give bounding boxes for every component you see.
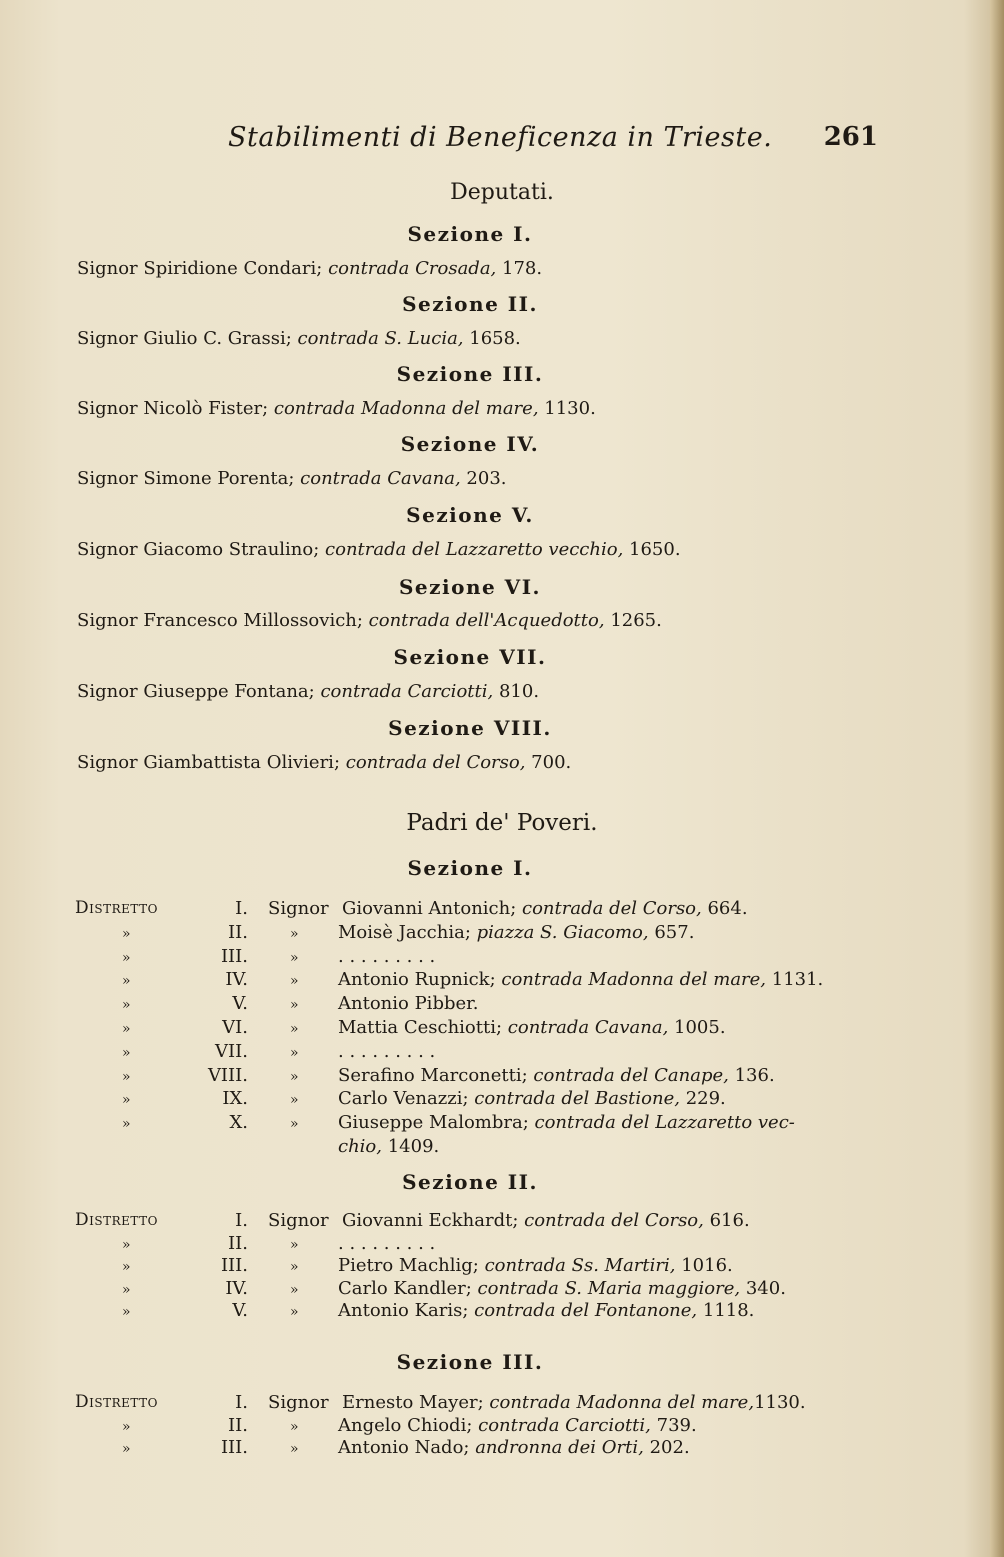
- district-number: II.: [228, 1232, 248, 1254]
- person-title: »: [290, 1441, 299, 1457]
- district-label: »: [122, 949, 132, 966]
- person-title: »: [290, 1116, 299, 1133]
- district-number: VII.: [215, 1040, 248, 1062]
- district-row: [0, 1041, 1004, 1065]
- running-title: Stabilimenti di Beneficenza in Trieste.: [228, 122, 773, 153]
- district-number: V.: [232, 993, 248, 1015]
- person-title: »: [290, 973, 299, 990]
- deputati-section-label: Sezione IV.: [400, 432, 540, 456]
- deputati-section-label: Sezione V.: [406, 503, 534, 527]
- person-title: »: [290, 997, 299, 1014]
- padri-section-label: Sezione I.: [407, 856, 533, 880]
- person-entry: Giuseppe Malombra; contrada del Lazzaretto vec-: [338, 1112, 795, 1134]
- person-title: Signor: [268, 1210, 329, 1231]
- person-title: »: [290, 1092, 299, 1109]
- district-row: [0, 1210, 1004, 1234]
- deputati-entry: Signor Nicolò Fister; contrada Madonna del mare, 1130.: [77, 398, 596, 419]
- district-row: [0, 1065, 1004, 1089]
- district-row: [0, 993, 1004, 1017]
- district-number: I.: [235, 898, 248, 919]
- district-number: VI.: [222, 1017, 248, 1038]
- district-row: [0, 969, 1004, 993]
- person-entry: Antonio Pibber.: [338, 993, 479, 1015]
- person-entry: . . . . . . . . .: [338, 1232, 436, 1254]
- person-title: Signor: [268, 1392, 329, 1413]
- district-number: VIII.: [207, 1064, 248, 1086]
- district-label: »: [122, 1068, 132, 1085]
- deputati-entry: Signor Simone Porenta; contrada Cavana, 203.: [77, 468, 507, 489]
- district-label: »: [122, 1092, 132, 1109]
- person-title: »: [290, 1418, 299, 1435]
- district-number: IX.: [222, 1088, 248, 1110]
- deputati-section-label: Sezione VII.: [393, 645, 547, 669]
- district-label: »: [122, 1304, 132, 1320]
- person-entry: Ernesto Mayer; contrada Madonna del mare,1130.: [342, 1392, 806, 1413]
- district-label: »: [122, 973, 132, 990]
- person-entry: Serafino Marconetti; contrada del Canape, 136.: [338, 1064, 775, 1086]
- district-number: II.: [228, 921, 248, 943]
- person-entry: Pietro Machlig; contrada Ss. Martiri, 1016.: [338, 1255, 733, 1276]
- padri-heading: Padri de' Poveri.: [406, 810, 598, 836]
- district-number: III.: [220, 1437, 248, 1458]
- district-label: »: [122, 1021, 132, 1037]
- deputati-heading: Deputati.: [450, 180, 554, 205]
- person-entry: chio, 1409.: [338, 1136, 440, 1157]
- district-number: III.: [220, 1255, 248, 1276]
- deputati-section-label: Sezione VIII.: [388, 716, 552, 740]
- district-row: [0, 1112, 1004, 1136]
- person-title: »: [290, 1304, 299, 1320]
- person-title: »: [290, 1281, 299, 1298]
- district-label: Distretto: [75, 1392, 158, 1412]
- district-number: I.: [235, 1392, 248, 1413]
- district-row: [0, 898, 1004, 922]
- district-row: [0, 1233, 1004, 1257]
- district-label: Distretto: [75, 1210, 158, 1230]
- district-row: [0, 1392, 1004, 1416]
- district-label: »: [122, 1044, 132, 1061]
- district-label: »: [122, 1441, 132, 1457]
- district-number: V.: [232, 1300, 248, 1321]
- padri-section-label: Sezione III.: [396, 1350, 544, 1374]
- deputati-entry: Signor Giambattista Olivieri; contrada del Corso, 700.: [77, 752, 572, 773]
- district-label: »: [122, 1116, 132, 1133]
- person-entry: . . . . . . . . .: [338, 1040, 436, 1062]
- deputati-entry: Signor Giacomo Straulino; contrada del Lazzaretto vecchio, 1650.: [77, 539, 681, 560]
- deputati-entry: Signor Giuseppe Fontana; contrada Carciotti, 810.: [77, 681, 540, 702]
- district-row: [0, 946, 1004, 970]
- district-label: »: [122, 925, 132, 942]
- district-row: [0, 1415, 1004, 1439]
- district-row: [0, 922, 1004, 946]
- person-title: »: [290, 1044, 299, 1061]
- district-number: IV.: [225, 969, 248, 991]
- person-title: »: [290, 949, 299, 966]
- person-entry: . . . . . . . . .: [338, 945, 436, 967]
- page-number: 261: [823, 122, 878, 152]
- person-entry: Moisè Jacchia; piazza S. Giacomo, 657.: [338, 921, 695, 943]
- person-title: »: [290, 1259, 299, 1275]
- deputati-section-label: Sezione II.: [402, 292, 538, 316]
- district-label: »: [122, 1418, 132, 1435]
- deputati-section-label: Sezione III.: [396, 362, 544, 386]
- deputati-entry: Signor Francesco Millossovich; contrada dell'Acquedotto, 1265.: [77, 610, 662, 631]
- person-entry: Antonio Nado; andronna dei Orti, 202.: [338, 1437, 690, 1458]
- person-title: »: [290, 1021, 299, 1037]
- person-entry: Giovanni Eckhardt; contrada del Corso, 616.: [342, 1210, 750, 1231]
- district-row: [0, 1136, 1004, 1160]
- district-label: »: [122, 1281, 132, 1298]
- district-label: »: [122, 1259, 132, 1275]
- deputati-entry: Signor Giulio C. Grassi; contrada S. Lucia, 1658.: [77, 328, 521, 349]
- person-title: Signor: [268, 898, 329, 919]
- person-entry: Carlo Venazzi; contrada del Bastione, 229.: [338, 1088, 726, 1110]
- person-title: »: [290, 925, 299, 942]
- district-row: [0, 1088, 1004, 1112]
- deputati-entry: Signor Spiridione Condari; contrada Crosada, 178.: [77, 258, 543, 279]
- district-row: [0, 1278, 1004, 1302]
- district-number: I.: [235, 1210, 248, 1231]
- page-header: [228, 122, 878, 162]
- district-number: X.: [229, 1112, 248, 1134]
- person-title: »: [290, 1068, 299, 1085]
- person-entry: Giovanni Antonich; contrada del Corso, 664.: [342, 898, 748, 919]
- deputati-section-label: Sezione I.: [407, 222, 533, 246]
- person-entry: Mattia Ceschiotti; contrada Cavana, 1005.: [338, 1017, 726, 1038]
- district-label: Distretto: [75, 898, 158, 918]
- person-entry: Carlo Kandler; contrada S. Maria maggiore, 340.: [338, 1277, 786, 1299]
- person-title: »: [290, 1236, 299, 1253]
- deputati-section-label: Sezione VI.: [398, 575, 542, 599]
- district-label: »: [122, 997, 132, 1014]
- district-row: [0, 1255, 1004, 1279]
- district-row: [0, 1437, 1004, 1461]
- person-entry: Antonio Rupnick; contrada Madonna del mare, 1131.: [338, 969, 824, 991]
- district-row: [0, 1300, 1004, 1324]
- district-number: II.: [228, 1414, 248, 1436]
- district-row: [0, 1017, 1004, 1041]
- padri-section-label: Sezione II.: [402, 1170, 538, 1194]
- person-entry: Antonio Karis; contrada del Fontanone, 1118.: [338, 1300, 755, 1321]
- district-number: IV.: [225, 1277, 248, 1299]
- person-entry: Angelo Chiodi; contrada Carciotti, 739.: [338, 1414, 697, 1436]
- district-label: »: [122, 1236, 132, 1253]
- district-number: III.: [220, 945, 248, 967]
